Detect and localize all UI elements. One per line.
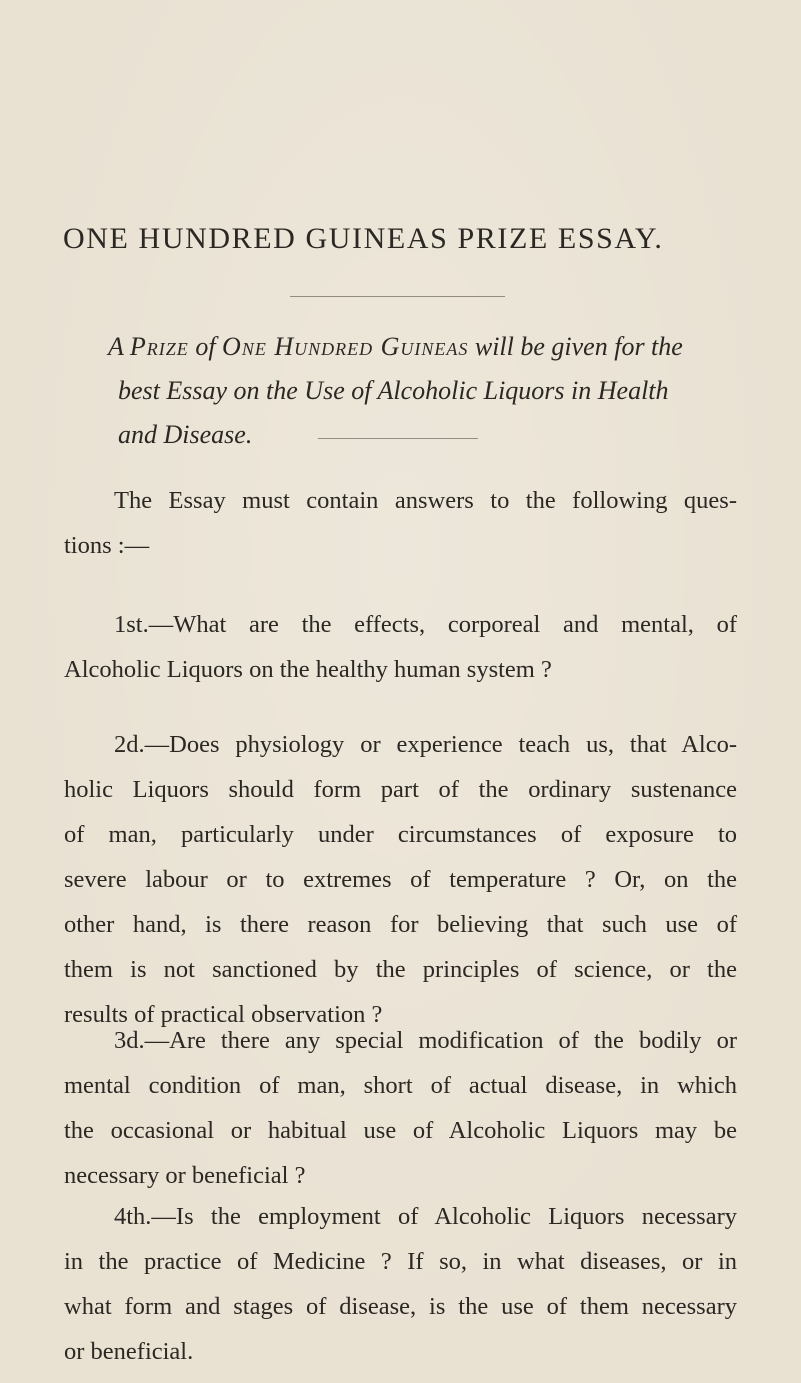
prize-notice-text: of [195,332,216,361]
paragraph-line: in the practice of Medicine ? If so, in what diseases, or in [64,1248,737,1275]
intro-paragraph [64,478,737,568]
title-divider [290,296,505,297]
prize-notice-text: A [108,332,124,361]
paragraph-line: severe labour or to extremes of temperature ? Or, on the [64,866,737,893]
paragraph-line: 4th.—Is the employment of Alcoholic Liquors necessary [114,1203,737,1230]
paragraph-line: holic Liquors should form part of the ordinary sustenance [64,776,737,803]
paragraph-line: results of practical observation ? [64,1001,383,1028]
prize-notice-text: will be given for the [474,332,683,361]
question-1 [64,602,737,692]
prize-notice-smallcaps: One Hundred Guineas [222,332,469,361]
paragraph-line: 1st.—What are the effects, corporeal and mental, of [114,611,737,638]
paragraph-line: the occasional or habitual use of Alcoholic Liquors may be [64,1117,737,1144]
question-3 [64,1018,737,1198]
question-2 [64,722,737,1037]
paragraph-line: necessary or beneficial ? [64,1162,306,1189]
question-4 [64,1194,737,1374]
page-title: ONE HUNDRED GUINEAS PRIZE ESSAY. [63,222,664,255]
paragraph-line: tions :— [64,532,150,559]
prize-notice-line-1 [108,325,728,369]
paragraph-line: mental condition of man, short of actual disease, in which [64,1072,737,1099]
paragraph-line: 3d.—Are there any special modification of the bodily or [114,1027,737,1054]
paragraph-line: or beneficial. [64,1338,194,1365]
paragraph-line: them is not sanctioned by the principles of science, or the [64,956,737,983]
prize-notice-smallcaps: Prize [129,332,189,361]
paragraph-line: of man, particularly under circumstances of exposure to [64,821,737,848]
section-divider [318,438,478,439]
prize-notice-line-2: best Essay on the Use of Alcoholic Liquors in Health [118,376,669,405]
paragraph-line: what form and stages of disease, is the use of them necessary [64,1293,737,1320]
paragraph-line: Alcoholic Liquors on the healthy human system ? [64,656,552,683]
paragraph-line: The Essay must contain answers to the following ques- [114,487,737,514]
prize-notice-line-3: and Disease. [118,420,253,449]
paragraph-line: other hand, is there reason for believing that such use of [64,911,737,938]
paragraph-line: 2d.—Does physiology or experience teach us, that Alco- [114,731,737,758]
